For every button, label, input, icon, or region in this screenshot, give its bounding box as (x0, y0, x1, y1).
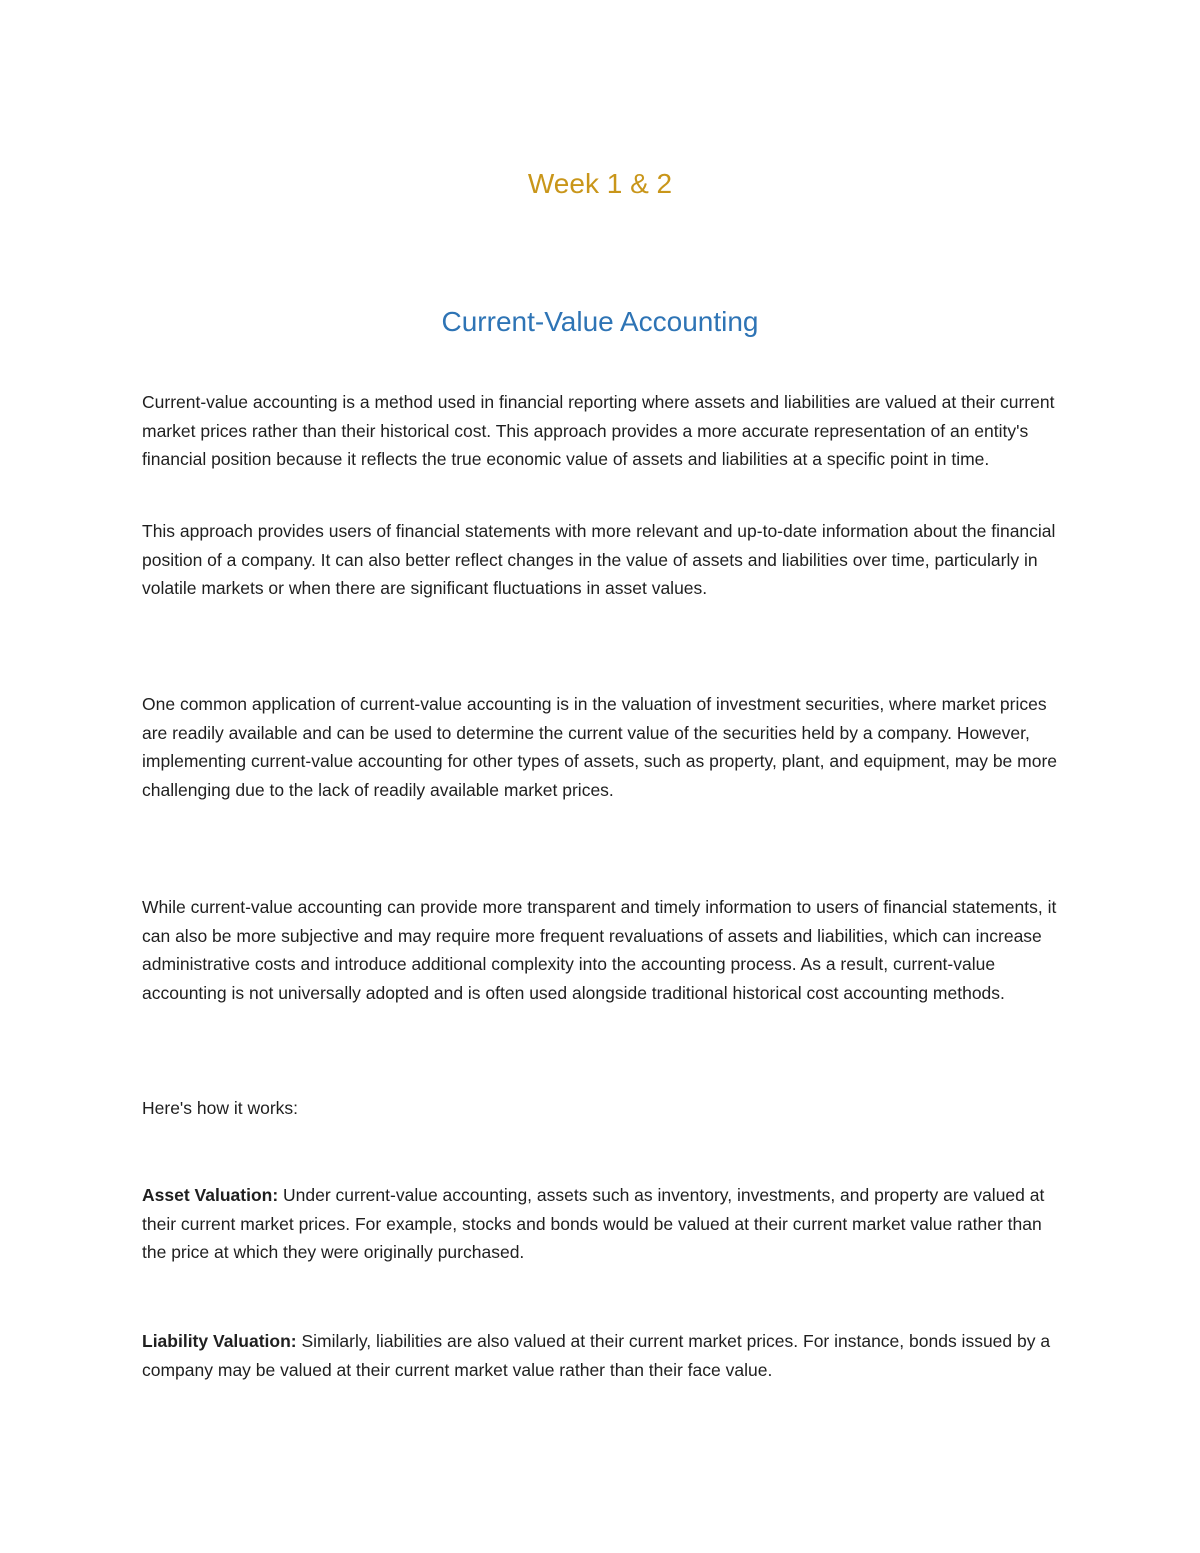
section-title: Current-Value Accounting (441, 306, 759, 337)
liability-valuation-paragraph (142, 1327, 1067, 1384)
limitations-paragraph: While current-value accounting can provide more transparent and timely information to users of financial statements, it can also be more subjective and may require more frequent revaluations of assets and liabilities, which can increase administrative costs and introduce additional complexity into the accounting process. As a result, current-value accounting is not universally adopted and is often used alongside traditional historical cost accounting methods. (142, 897, 1057, 1003)
asset-valuation-text: Under current-value accounting, assets such as inventory, investments, and property are valued at their current market prices. For example, stocks and bonds would be valued at their current market value rather than the price at which they were originally purchased. (142, 1185, 1045, 1263)
liability-valuation-text: Similarly, liabilities are also valued at their current market prices. For instance, bonds issued by a company may be valued at their current market value rather than their face value. (142, 1331, 1051, 1380)
how-it-works-paragraph: Here's how it works: (142, 1098, 299, 1118)
application-paragraph: One common application of current-value accounting is in the valuation of investment securities, where market prices are readily available and can be used to determine the current value of the securities held by a company. However, implementing current-value accounting for other types of assets, such as property, plant, and equipment, may be more challenging due to the lack of readily available market prices. (142, 694, 1058, 800)
intro-paragraph: Current-value accounting is a method used in financial reporting where assets and liabilities are valued at their current market prices rather than their historical cost. This approach provides a more accurate representation of an entity's financial position because it reflects the true economic value of assets and liabilities at a specific point in time. (142, 392, 1055, 470)
liability-valuation-term: Liability Valuation: (142, 1331, 297, 1351)
week-title: Week 1 & 2 (527, 168, 673, 199)
asset-valuation-paragraph (142, 1181, 1067, 1267)
asset-valuation-term: Asset Valuation: (142, 1185, 279, 1205)
benefits-paragraph: This approach provides users of financial statements with more relevant and up-to-date information about the financial position of a company. It can also better reflect changes in the value of assets and liabilities over time, particularly in volatile markets or when there are significant fluctuations in asset values. (142, 521, 1056, 599)
